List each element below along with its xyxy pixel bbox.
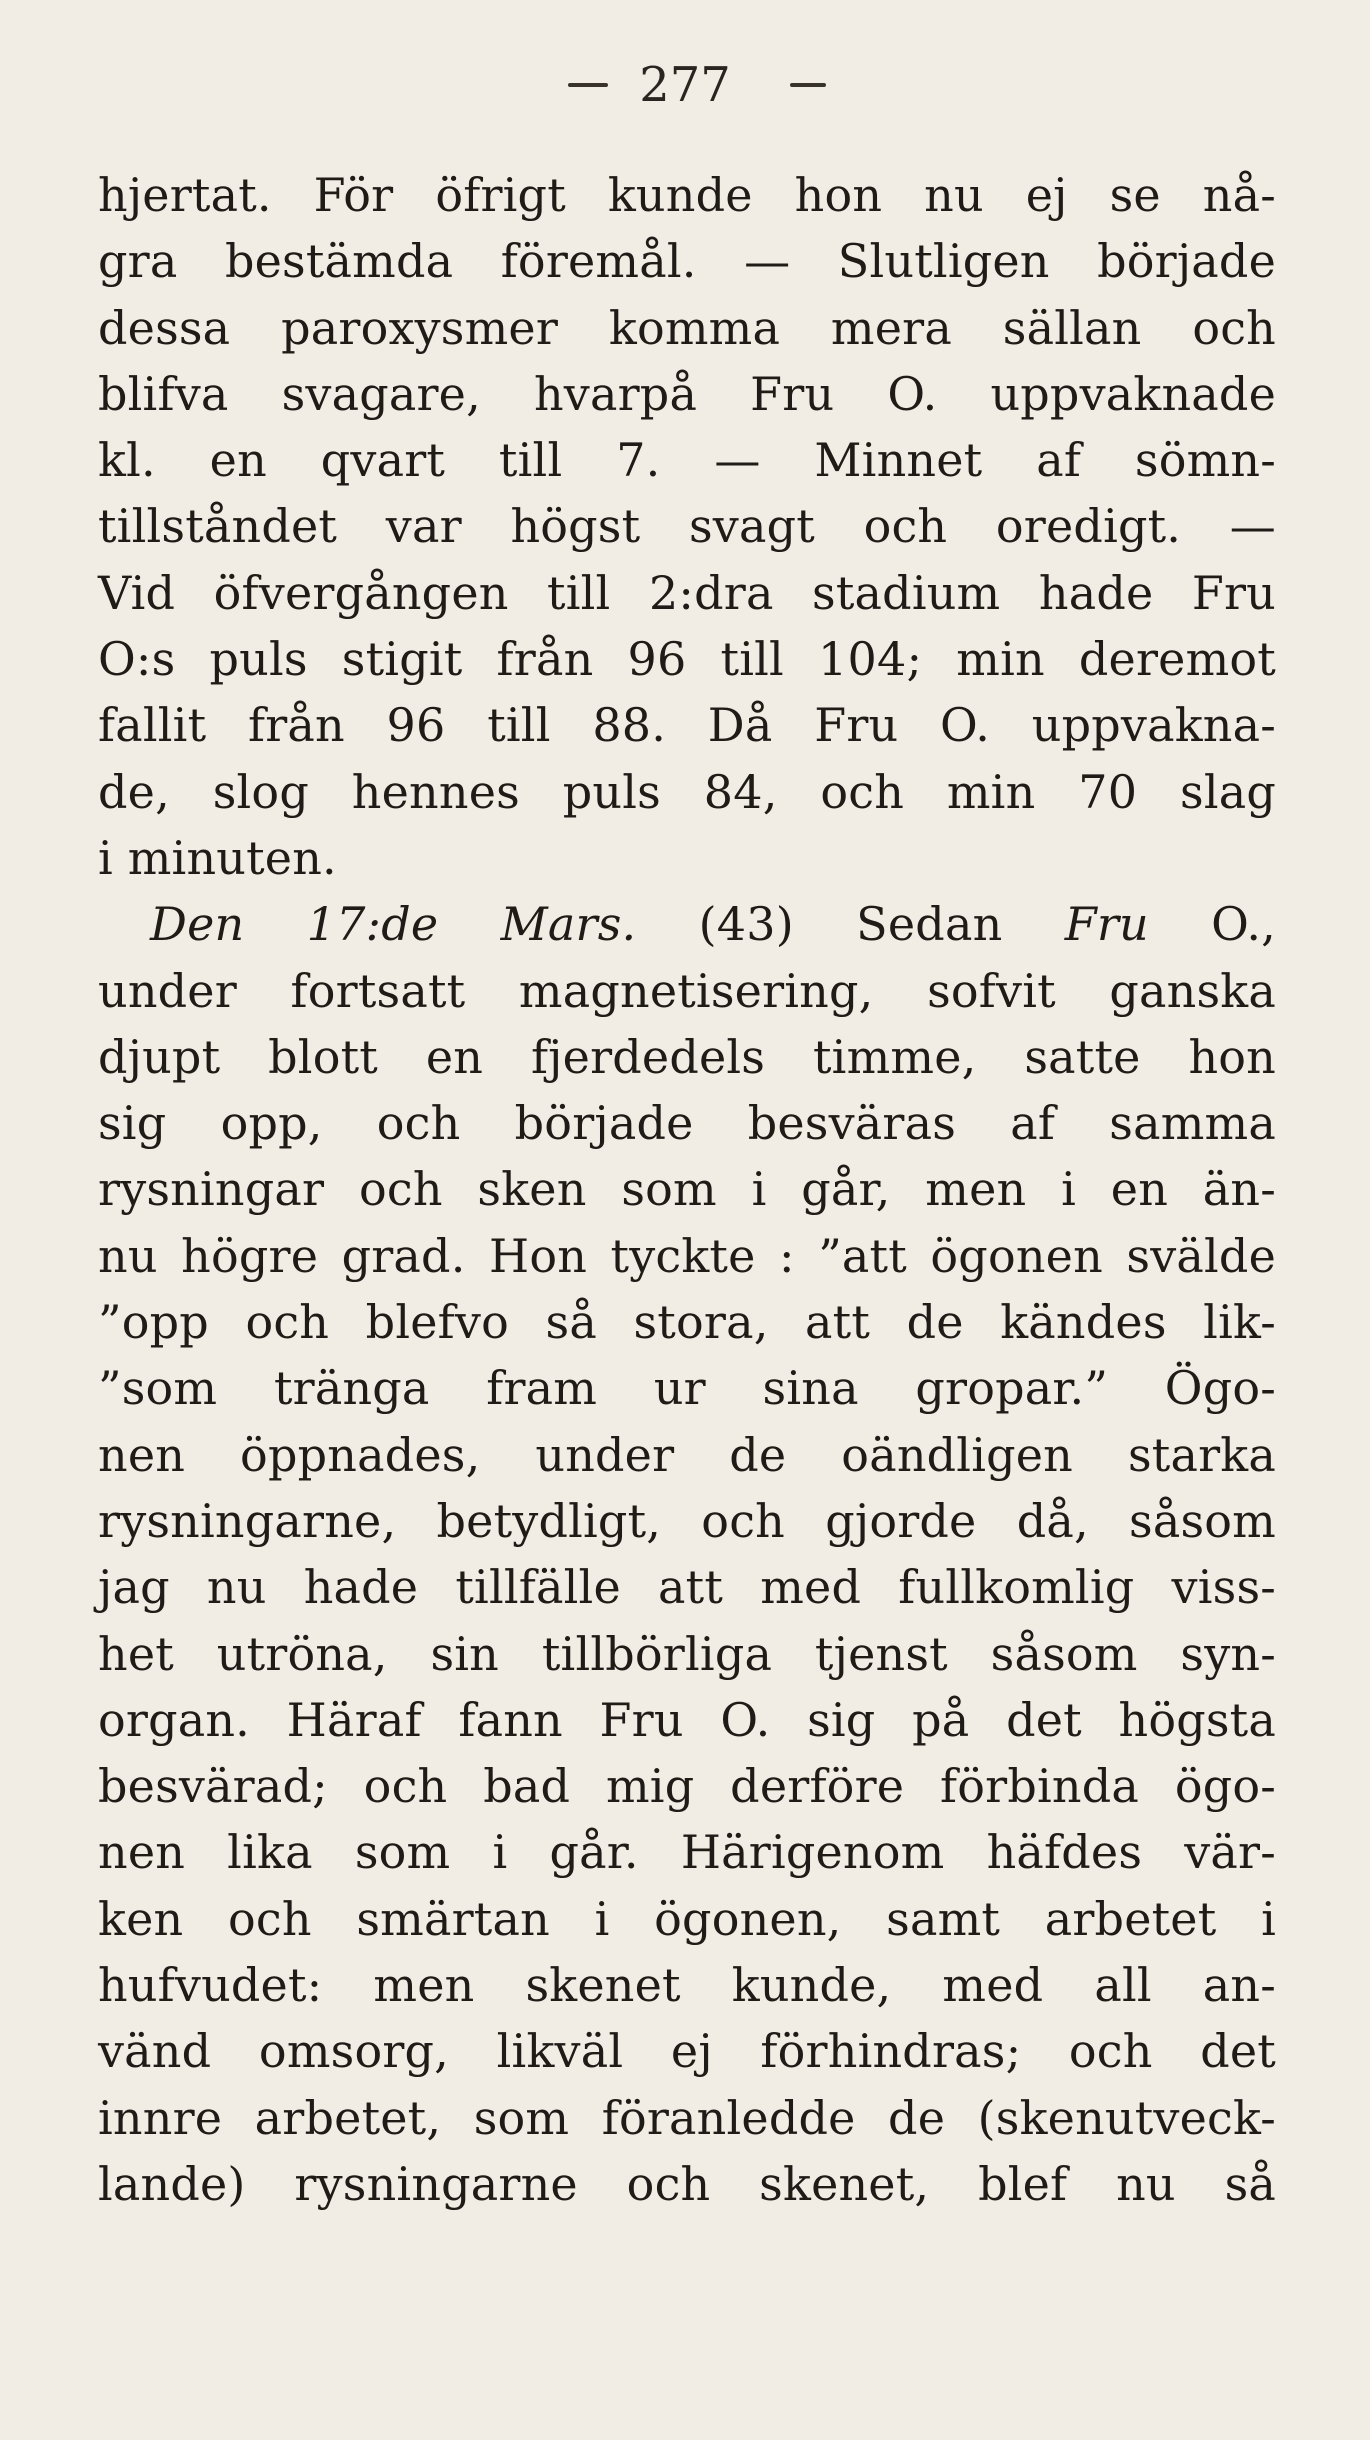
header-dash-right	[790, 83, 826, 87]
text-line: rysningar och sken som i går, men i en än-	[98, 1162, 1276, 1217]
text-line: besvärad; och bad mig derföre förbinda ögo-	[98, 1759, 1276, 1814]
text-line: ”som tränga fram ur sina gropar.” Ögo-	[98, 1361, 1276, 1416]
text-line: blifva svagare, hvarpå Fru O. uppvaknade	[98, 366, 1276, 421]
italic-word: Fru	[1064, 897, 1149, 952]
text-line: under fortsatt magnetisering, sofvit ganska	[98, 963, 1276, 1018]
text-segment: (43) Sedan	[636, 897, 1065, 952]
text-line: gra bestämda föremål. — Slutligen började	[98, 234, 1276, 289]
text-line: sig opp, och började besväras af samma	[98, 1096, 1276, 1151]
header-dash-left	[568, 83, 608, 87]
text-line: nen lika som i går. Härigenom häfdes vär-	[98, 1825, 1276, 1880]
date-heading: Den 17:de Mars.	[150, 897, 637, 952]
text-line: hufvudet: men skenet kunde, med all an-	[98, 1958, 1276, 2013]
text-line: hjertat. För öfrigt kunde hon nu ej se nå-	[98, 168, 1276, 222]
paragraph-start-line	[98, 891, 1276, 957]
text-line: kl. en qvart till 7. — Minnet af sömn-	[98, 433, 1276, 488]
text-segment: O.,	[1148, 897, 1276, 952]
text-line: jag nu hade tillfälle att med fullkomlig viss-	[98, 1560, 1276, 1615]
body-text	[98, 162, 1276, 2217]
text-line: vänd omsorg, likväl ej förhindras; och det	[98, 2024, 1276, 2079]
text-line: nu högre grad. Hon tyckte : ”att ögonen svälde	[98, 1228, 1276, 1283]
text-line: ken och smärtan i ögonen, samt arbetet i	[98, 1891, 1276, 1946]
page-number: 277	[639, 57, 731, 113]
page-header	[0, 55, 1370, 115]
text-line: lande) rysningarne och skenet, blef nu så	[98, 2156, 1276, 2211]
text-line: fallit från 96 till 88. Då Fru O. uppvakna-	[98, 698, 1276, 753]
text-line: nen öppnades, under de oändligen starka	[98, 1427, 1276, 1482]
text-line: ”opp och blefvo så stora, att de kändes lik-	[98, 1295, 1276, 1350]
text-line: dessa paroxysmer komma mera sällan och	[98, 300, 1276, 355]
text-line: organ. Häraf fann Fru O. sig på det högsta	[98, 1692, 1276, 1747]
text-line: rysningarne, betydligt, och gjorde då, såsom	[98, 1493, 1276, 1548]
text-line: het utröna, sin tillbörliga tjenst såsom syn-	[98, 1626, 1276, 1681]
text-line: tillståndet var högst svagt och oredigt. —	[98, 499, 1276, 554]
text-line: O:s puls stigit från 96 till 104; min deremot	[98, 632, 1276, 687]
text-line: Vid öfvergången till 2:dra stadium hade Fru	[98, 565, 1276, 620]
text-line: djupt blott en fjerdedels timme, satte hon	[98, 1029, 1276, 1084]
paragraph-end-line: i minuten.	[98, 830, 337, 885]
text-line: innre arbetet, som föranledde de (skenutveck-	[98, 2090, 1276, 2145]
text-line: de, slog hennes puls 84, och min 70 slag	[98, 764, 1276, 819]
